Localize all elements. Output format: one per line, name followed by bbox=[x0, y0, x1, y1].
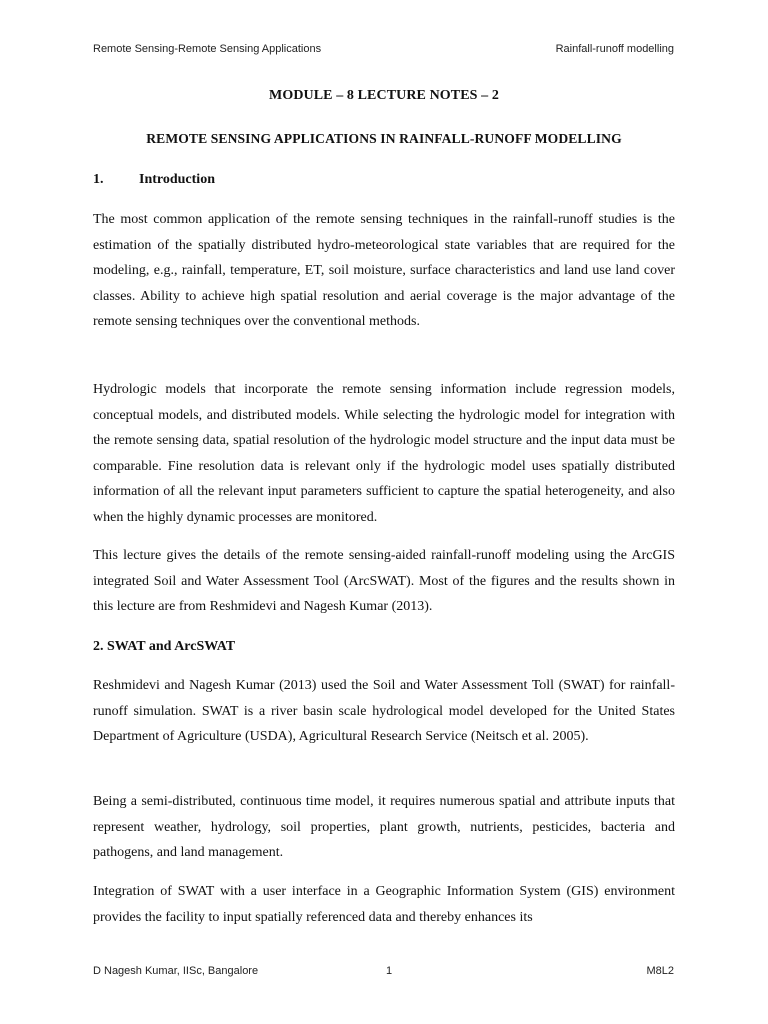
section-heading-swat: 2. SWAT and ArcSWAT bbox=[93, 639, 236, 654]
section-number: 1. bbox=[93, 172, 104, 187]
footer-author: D Nagesh Kumar, IISc, Bangalore bbox=[93, 965, 259, 977]
paragraph-2: Hydrologic models that incorporate the remote sensing information include regression models, conceptual models, and distributed models. While selecting the hydrologic model for integration with the remote sensing data, spatial resolution of the hydrologic model structure and the input data must be comparable. Fine resolution data is relevant only if the hydrologic model uses spatially distributed information of all the relevant input parameters sufficient to capture the spatial heterogeneity, and also when the highly dynamic processes are monitored. bbox=[93, 382, 675, 525]
module-title: MODULE – 8 LECTURE NOTES – 2 bbox=[269, 88, 499, 103]
paragraph-1: The most common application of the remote sensing techniques in the rainfall-runoff studies is the estimation of the spatially distributed hydro-meteorological state variables that are required for the modeling, e.g., rainfall, temperature, ET, soil moisture, surface characteristics and land use land cover classes. Ability to achieve high spatial resolution and aerial coverage is the major advantage of the remote sensing techniques over the conventional methods. bbox=[93, 212, 675, 329]
paragraph-3: This lecture gives the details of the remote sensing-aided rainfall-runoff modeling using the ArcGIS integrated Soil and Water Assessment Tool (ArcSWAT). Most of the figures and the results shown in this lecture are from Reshmidevi and Nagesh Kumar (2013). bbox=[93, 548, 675, 614]
header-course-title: Remote Sensing-Remote Sensing Applications bbox=[93, 43, 322, 55]
paragraph-5: Being a semi-distributed, continuous time model, it requires numerous spatial and attribute inputs that represent weather, hydrology, soil properties, plant growth, nutrients, pesticides, bacteria and pathogens, and land management. bbox=[93, 794, 675, 860]
paragraph-6: Integration of SWAT with a user interface in a Geographic Information System (GIS) environment provides the facility to input spatially referenced data and thereby enhances its bbox=[93, 884, 675, 925]
section-title: Introduction bbox=[139, 172, 215, 187]
running-header bbox=[93, 43, 674, 55]
page-number: 1 bbox=[386, 965, 393, 977]
footer-module-code: M8L2 bbox=[646, 965, 674, 977]
lecture-title: REMOTE SENSING APPLICATIONS IN RAINFALL-RUNOFF MODELLING bbox=[146, 131, 622, 146]
section-heading-introduction bbox=[93, 172, 215, 188]
paragraph-4: Reshmidevi and Nagesh Kumar (2013) used the Soil and Water Assessment Toll (SWAT) for rainfall-runoff simulation. SWAT is a river basin scale hydrological model developed for the United States Department of Agriculture (USDA), Agricultural Research Service (Neitsch et al. 2005). bbox=[93, 678, 675, 744]
running-footer bbox=[93, 965, 674, 977]
header-topic: Rainfall-runoff modelling bbox=[555, 43, 674, 55]
